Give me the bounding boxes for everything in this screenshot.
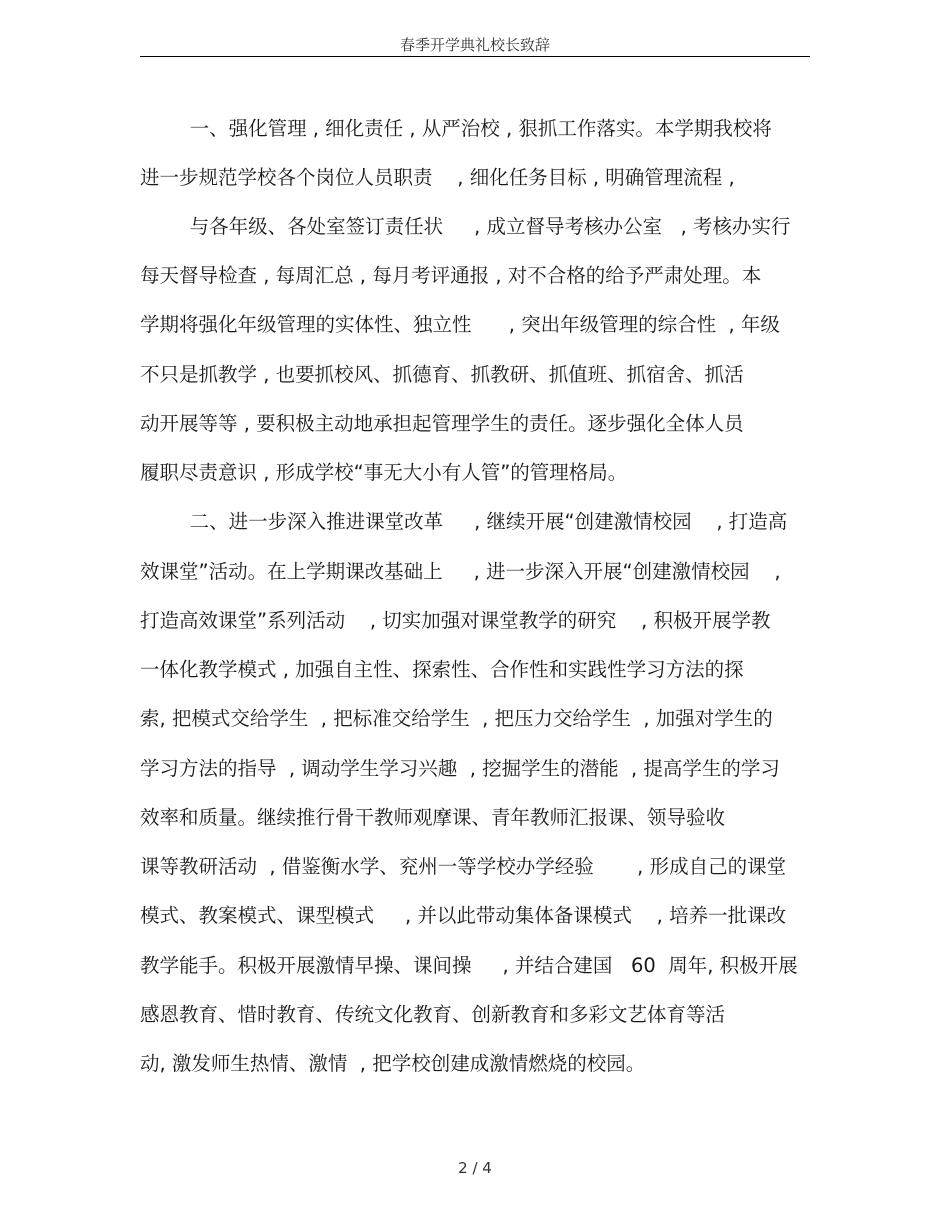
text-line: 与各年级、各处室签订责任状 , 成立督导考核办公室 , 考核办实行 [140, 215, 791, 238]
text-line: 动, 激发师生热情、激情 , 把学校创建成激情燃烧的校园。 [140, 1052, 646, 1075]
text-line: 动开展等等 , 要积极主动地承担起管理学生的责任。逐步强化全体人员 [140, 412, 744, 435]
text-line: 模式、教案模式、课型模式 , 并以此带动集体备课模式 , 培养一批课改 [140, 904, 787, 927]
text-line: 效率和质量。继续推行骨干教师观摩课、青年教师汇报课、领导验收 [140, 806, 726, 829]
text-line: 教学能手。积极开展激情早操、课间操 , 并结合建国 60 周年, 积极开展 [140, 954, 798, 977]
page-number: 2 / 4 [458, 1159, 492, 1177]
header-title: 春季开学典礼校长致辞 [399, 36, 550, 54]
text-line: 效课堂”活动。在上学期课改基础上 , 进一步深入开展“创建激情校园 , [140, 560, 781, 583]
text-line: 二、进一步深入推进课堂改革 , 继续开展“创建激情校园 , 打造高 [140, 510, 788, 533]
text-line: 履职尽责意识 , 形成学校“事无大小有人管”的管理格局。 [140, 461, 628, 484]
text-line: 一、强化管理 , 细化责任 , 从严治校 , 狠抓工作落实。本学期我校将 [140, 117, 772, 140]
text-line: 学期将强化年级管理的实体性、独立性 , 突出年级管理的综合性 , 年级 [140, 313, 780, 336]
text-line: 一体化教学模式 , 加强自主性、探索性、合作性和实践性学习方法的探 [140, 658, 744, 681]
text-line: 课等教研活动 , 借鉴衡水学、兖州一等学校办学经验 , 形成自己的课堂 [140, 855, 787, 878]
text-line: 不只是抓教学 , 也要抓校风、抓德育、抓教研、抓值班、抓宿舍、抓活 [140, 363, 744, 386]
text-line: 打造高效课堂”系列活动 , 切实加强对课堂教学的研究 , 积极开展学教 [140, 609, 771, 632]
text-line: 索, 把模式交给学生 , 把标准交给学生 , 把压力交给学生 , 加强对学生的 [140, 707, 773, 730]
text-line: 学习方法的指导 , 调动学生学习兴趣 , 挖掘学生的潜能 , 提高学生的学习 [140, 757, 780, 780]
text-line: 进一步规范学校各个岗位人员职责 , 细化任务目标 , 明确管理流程 , [140, 166, 735, 189]
page-header [140, 0, 810, 57]
text-line: 每天督导检查 , 每周汇总 , 每月考评通报 , 对不合格的给予严肃处理。本 [140, 264, 762, 287]
text-line: 感恩教育、惜时教育、传统文化教育、创新教育和多彩文艺体育等活 [140, 1003, 726, 1026]
